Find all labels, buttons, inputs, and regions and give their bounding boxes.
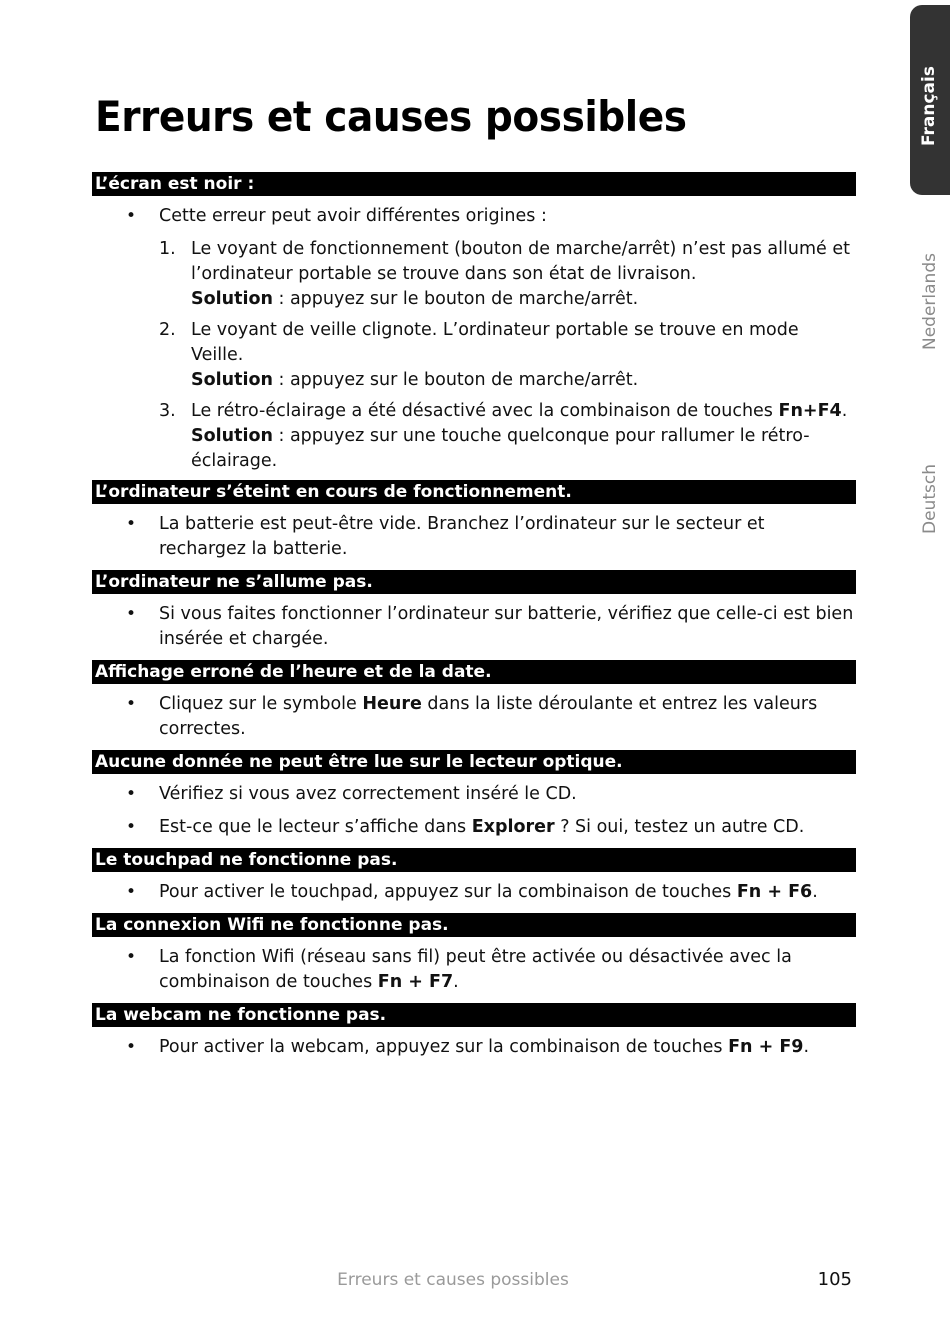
bullet-icon: • [126,817,137,837]
item-text-end: . [841,401,848,421]
list-item-text-end: . [803,1037,810,1057]
list-item-text: Est-ce que le lecteur s’affiche dans [159,817,472,837]
bullet-icon: • [126,694,137,714]
section-shuts-down [92,480,856,562]
section-wifi [92,913,856,995]
section-header: Aucune donnée ne peut être lue sur le lecteur optique. [92,750,856,774]
language-tabs [910,0,950,560]
numbered-item [159,237,856,312]
troubleshooting-content [92,172,856,1068]
list-item [92,880,856,905]
numbered-item [159,399,856,474]
key-combination: Fn + F7 [377,972,454,992]
list-item-text: Vérifiez si vous avez correctement inséré le CD. [159,784,577,804]
list-item [92,692,856,742]
list-item [92,204,856,229]
language-tab-nederlands[interactable]: Nederlands [920,253,940,350]
list-item-text-end: ? Si oui, testez un autre CD. [554,817,805,837]
page-title: Erreurs et causes possibles [95,92,687,141]
solution-label: Solution [191,426,273,446]
section-header: L’ordinateur s’éteint en cours de fonctionnement. [92,480,856,504]
numbered-item [159,318,856,393]
item-text: Le rétro-éclairage a été désactivé avec la combinaison de touches [191,401,779,421]
list-item [92,602,856,652]
solution-label: Solution [191,370,273,390]
bullet-icon: • [126,206,137,226]
section-header: Le touchpad ne fonctionne pas. [92,848,856,872]
list-item-text-end: dans la liste déroulante et entrez les valeurs correctes. [159,694,818,739]
list-item-text: Cette erreur peut avoir différentes origines : [159,206,547,226]
list-item [92,945,856,995]
solution-label: Solution [191,289,273,309]
list-item-text: La fonction Wifi (réseau sans fil) peut être activée ou désactivée avec la combinaison de touches [159,947,792,992]
key-combination: Fn + F6 [736,882,813,902]
list-item [92,512,856,562]
bold-term: Heure [362,694,422,714]
footer-title: Erreurs et causes possibles [337,1270,569,1290]
section-optical-drive [92,750,856,840]
solution-text: : appuyez sur le bouton de marche/arrêt. [272,370,639,390]
bullet-icon: • [126,604,137,624]
bullet-icon: • [126,784,137,804]
item-text: Le voyant de fonctionnement (bouton de marche/arrêt) n’est pas allumé et l’ordinateur portable se trouve dans son état de livraison. [191,239,850,284]
bullet-icon: • [126,947,137,967]
item-number: 3. [159,401,176,421]
item-number: 2. [159,320,176,340]
list-item-text-end: . [453,972,459,992]
bullet-icon: • [126,882,137,902]
list-item-text: Pour activer le touchpad, appuyez sur la combinaison de touches [159,882,737,902]
item-number: 1. [159,239,176,259]
section-does-not-start [92,570,856,652]
section-header: La connexion Wifi ne fonctionne pas. [92,913,856,937]
solution-text: : appuyez sur le bouton de marche/arrêt. [272,289,639,309]
list-item [92,782,856,807]
numbered-list [92,237,856,474]
language-tab-deutsch[interactable]: Deutsch [920,464,940,534]
section-header: L’ordinateur ne s’allume pas. [92,570,856,594]
language-tab-francais[interactable]: Français [919,66,939,146]
page-number: 105 [817,1269,852,1290]
list-item-text-end: . [812,882,818,902]
bullet-icon: • [126,514,137,534]
list-item-text: Cliquez sur le symbole [159,694,363,714]
bullet-icon: • [126,1037,137,1057]
section-header: Affichage erroné de l’heure et de la date. [92,660,856,684]
section-header: L’écran est noir : [92,172,856,196]
list-item [92,815,856,840]
list-item-text: Si vous faites fonctionner l’ordinateur sur batterie, vérifiez que celle-ci est bien insérée et chargée. [159,604,854,649]
section-header: La webcam ne fonctionne pas. [92,1003,856,1027]
solution-text: : appuyez sur une touche quelconque pour rallumer le rétro-éclairage. [191,426,810,471]
section-wrong-time [92,660,856,742]
key-combination: Fn + F9 [728,1037,804,1057]
list-item [92,1035,856,1060]
section-webcam [92,1003,856,1060]
item-text: Le voyant de veille clignote. L’ordinateur portable se trouve en mode Veille. [191,320,799,365]
list-item-text: La batterie est peut-être vide. Branchez l’ordinateur sur le secteur et rechargez la batterie. [159,514,765,559]
key-combination: Fn+F4 [778,401,842,421]
bold-term: Explorer [471,817,555,837]
section-touchpad [92,848,856,905]
section-black-screen [92,172,856,474]
list-item-text: Pour activer la webcam, appuyez sur la combinaison de touches [159,1037,729,1057]
